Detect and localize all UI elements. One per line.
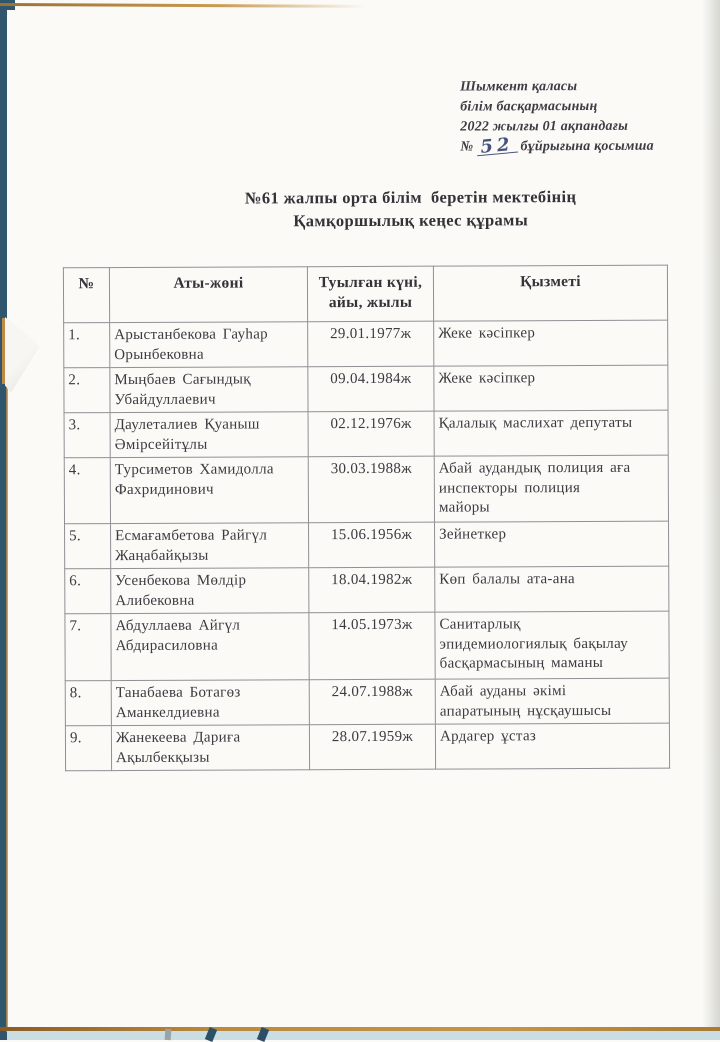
document-title-line-1: №61 жалпы орта білім беретін мектебінің xyxy=(244,187,577,208)
role-cell: Санитарлық эпидемиологиялық бақылау басқармасының маманы xyxy=(435,611,669,679)
header-birth-date: Туылған күні, айы, жылы xyxy=(307,266,433,322)
document-title-line-2: Қамқоршылық кеңес құрамы xyxy=(293,210,529,231)
table-row xyxy=(65,723,669,771)
paper-shadow-right xyxy=(702,0,720,1040)
member-name-cell: Усенбекова Мөлдір Алибековна xyxy=(111,568,309,614)
table-row xyxy=(65,566,669,614)
member-name-cell: Танабаева Ботагөз Аманкелдиевна xyxy=(111,680,309,726)
birth-date-cell: 28.07.1959ж xyxy=(309,724,435,770)
role-cell: Жеке кәсіпкер xyxy=(434,365,668,411)
member-name-cell: Есмағамбетова Райгүл Жаңабайқызы xyxy=(111,523,309,569)
table-row xyxy=(65,611,669,681)
member-number-cell: 8. xyxy=(65,681,111,726)
role-cell: Абай аудандық полиция аға инспекторы полиция майоры xyxy=(434,455,668,522)
member-number-cell: 1. xyxy=(64,323,110,368)
header-note-line-1: Шымкент қаласы xyxy=(460,79,578,95)
scan-artifact-mark-gray xyxy=(165,1029,172,1040)
member-number-cell: 4. xyxy=(64,458,110,524)
role-cell: Жеке кәсіпкер xyxy=(434,320,668,366)
role-cell: Қалалық маслихат депутаты xyxy=(434,410,668,456)
paper-fold-tab-edge xyxy=(2,318,5,384)
table-row xyxy=(64,410,668,458)
birth-date-cell: 02.12.1976ж xyxy=(308,411,434,457)
order-line-rest: бұйрығына қосымша xyxy=(520,138,654,155)
table-header-row xyxy=(63,265,667,323)
council-table xyxy=(63,265,670,772)
table-row xyxy=(64,455,668,524)
birth-date-cell: 29.01.1977ж xyxy=(308,321,434,367)
member-number-cell: 5. xyxy=(65,524,111,569)
member-number-cell: 2. xyxy=(64,368,110,413)
birth-date-cell: 18.04.1982ж xyxy=(309,567,435,613)
member-number-cell: 3. xyxy=(64,413,110,458)
birth-date-cell: 24.07.1988ж xyxy=(309,679,435,725)
header-name: Аты-жөні xyxy=(109,267,307,323)
table-row xyxy=(64,365,668,413)
role-cell: Көп балалы ата-ана xyxy=(435,566,669,612)
document-title xyxy=(103,184,719,233)
role-cell: Ардагер ұстаз xyxy=(435,723,669,769)
member-name-cell: Арыстанбекова Гауһар Орынбековна xyxy=(110,322,308,368)
header-note-order-line xyxy=(460,133,654,158)
birth-date-cell: 14.05.1973ж xyxy=(309,612,435,680)
header-note-line-2: білім басқармасының xyxy=(460,98,598,115)
tape-line-left xyxy=(6,388,8,1032)
role-cell: Зейнеткер xyxy=(435,521,669,567)
member-name-cell: Турсиметов Хамидолла Фахридинович xyxy=(110,457,308,524)
member-name-cell: Абдуллаева Айгүл Абдирасиловна xyxy=(111,613,309,681)
table-row xyxy=(65,521,669,569)
birth-date-cell: 09.04.1984ж xyxy=(308,366,434,412)
role-cell: Абай ауданы әкімі апаратының нұсқаушысы xyxy=(435,678,669,724)
header-note-line-3: 2022 жылғы 01 ақпандағы xyxy=(460,118,629,135)
birth-date-cell: 30.03.1988ж xyxy=(308,456,434,523)
member-number-cell: 6. xyxy=(65,569,111,614)
tape-line-bottom xyxy=(0,1027,720,1031)
order-number-handwritten: 52 xyxy=(476,137,518,157)
table-row xyxy=(64,320,668,368)
table-row xyxy=(65,678,669,726)
member-name-cell: Жанекеева Дариға Ақылбекқызы xyxy=(111,725,309,771)
document-header-note xyxy=(460,77,654,158)
birth-date-cell: 15.06.1956ж xyxy=(309,522,435,568)
header-number: № xyxy=(63,268,109,323)
member-name-cell: Даулеталиев Қуаныш Әмірсейітұлы xyxy=(110,412,308,458)
header-role: Қызметі xyxy=(433,265,667,321)
order-no-symbol: № xyxy=(460,139,474,155)
table-body xyxy=(64,320,670,771)
member-name-cell: Мыңбаев Сағындық Убайдуллаевич xyxy=(110,367,308,413)
member-number-cell: 7. xyxy=(65,614,111,681)
scanner-strip-bottom xyxy=(7,1031,720,1040)
member-number-cell: 9. xyxy=(65,726,111,771)
